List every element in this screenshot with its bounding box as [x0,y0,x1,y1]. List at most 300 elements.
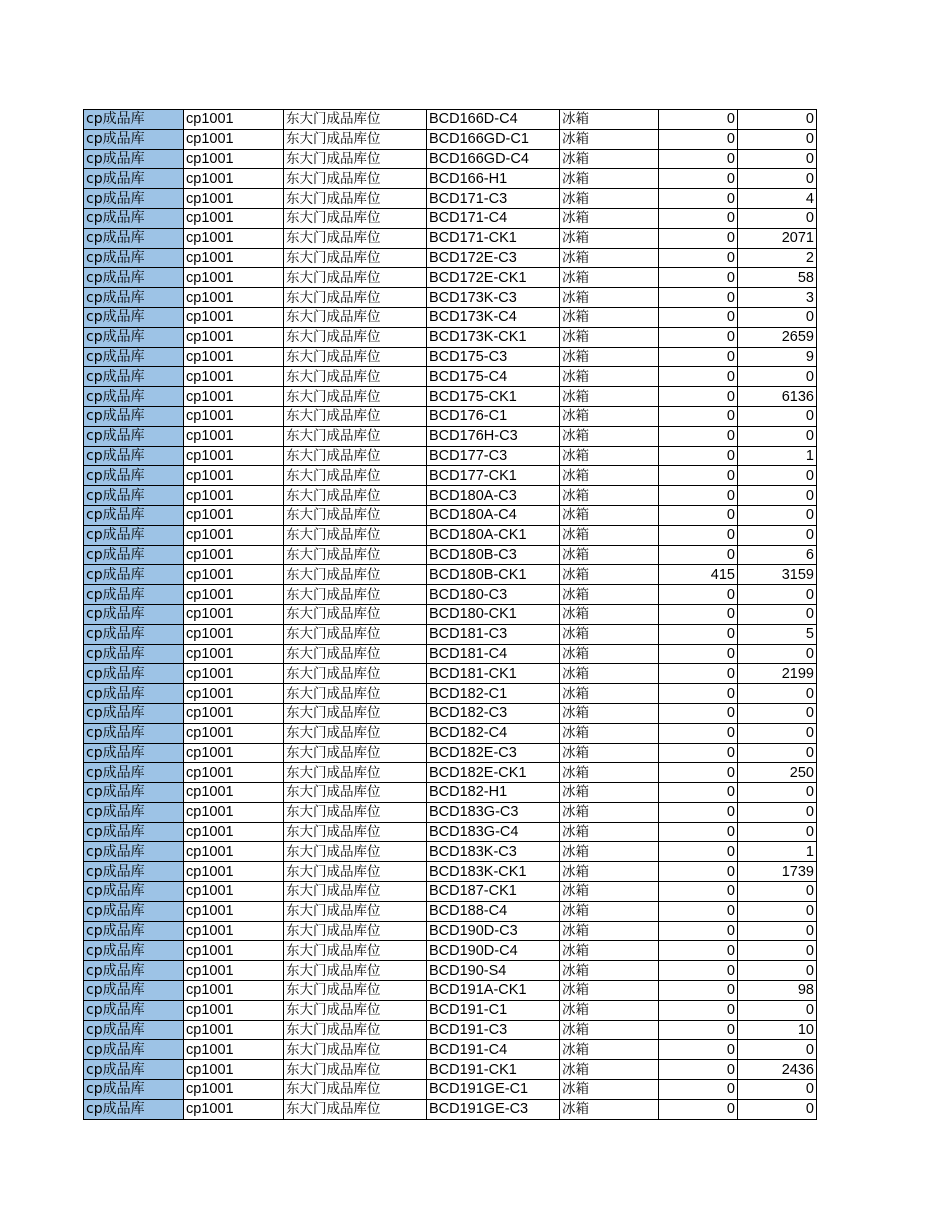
location-cell[interactable]: 东大门成品库位 [284,347,427,367]
warehouse-cell[interactable]: cp成品库 [84,1040,184,1060]
model-cell[interactable]: BCD191-CK1 [427,1060,560,1080]
model-cell[interactable]: BCD182-C1 [427,684,560,704]
code-cell[interactable]: cp1001 [184,208,284,228]
warehouse-cell[interactable]: cp成品库 [84,288,184,308]
warehouse-cell[interactable]: cp成品库 [84,1099,184,1119]
qty1-cell[interactable]: 0 [659,1080,738,1100]
qty1-cell[interactable]: 0 [659,941,738,961]
code-cell[interactable]: cp1001 [184,486,284,506]
warehouse-cell[interactable]: cp成品库 [84,684,184,704]
code-cell[interactable]: cp1001 [184,110,284,130]
model-cell[interactable]: BCD177-C3 [427,446,560,466]
qty2-cell[interactable]: 0 [738,426,817,446]
qty2-cell[interactable]: 0 [738,406,817,426]
qty1-cell[interactable]: 0 [659,763,738,783]
warehouse-cell[interactable]: cp成品库 [84,486,184,506]
model-cell[interactable]: BCD182E-CK1 [427,763,560,783]
warehouse-cell[interactable]: cp成品库 [84,387,184,407]
category-cell[interactable]: 冰箱 [560,129,659,149]
warehouse-cell[interactable]: cp成品库 [84,248,184,268]
qty1-cell[interactable]: 0 [659,585,738,605]
model-cell[interactable]: BCD182-C3 [427,703,560,723]
code-cell[interactable]: cp1001 [184,268,284,288]
model-cell[interactable]: BCD181-C3 [427,624,560,644]
qty1-cell[interactable]: 0 [659,486,738,506]
code-cell[interactable]: cp1001 [184,307,284,327]
warehouse-cell[interactable]: cp成品库 [84,545,184,565]
code-cell[interactable]: cp1001 [184,822,284,842]
qty1-cell[interactable]: 0 [659,862,738,882]
category-cell[interactable]: 冰箱 [560,347,659,367]
qty2-cell[interactable]: 0 [738,961,817,981]
qty1-cell[interactable]: 0 [659,525,738,545]
location-cell[interactable]: 东大门成品库位 [284,228,427,248]
model-cell[interactable]: BCD177-CK1 [427,466,560,486]
code-cell[interactable]: cp1001 [184,624,284,644]
category-cell[interactable]: 冰箱 [560,268,659,288]
category-cell[interactable]: 冰箱 [560,110,659,130]
category-cell[interactable]: 冰箱 [560,882,659,902]
code-cell[interactable]: cp1001 [184,842,284,862]
code-cell[interactable]: cp1001 [184,703,284,723]
code-cell[interactable]: cp1001 [184,921,284,941]
category-cell[interactable]: 冰箱 [560,802,659,822]
warehouse-cell[interactable]: cp成品库 [84,1020,184,1040]
location-cell[interactable]: 东大门成品库位 [284,842,427,862]
code-cell[interactable]: cp1001 [184,981,284,1001]
location-cell[interactable]: 东大门成品库位 [284,941,427,961]
code-cell[interactable]: cp1001 [184,1099,284,1119]
model-cell[interactable]: BCD191-C4 [427,1040,560,1060]
warehouse-cell[interactable]: cp成品库 [84,763,184,783]
qty1-cell[interactable]: 0 [659,1040,738,1060]
location-cell[interactable]: 东大门成品库位 [284,743,427,763]
warehouse-cell[interactable]: cp成品库 [84,664,184,684]
warehouse-cell[interactable]: cp成品库 [84,941,184,961]
category-cell[interactable]: 冰箱 [560,327,659,347]
qty1-cell[interactable]: 0 [659,307,738,327]
warehouse-cell[interactable]: cp成品库 [84,703,184,723]
warehouse-cell[interactable]: cp成品库 [84,585,184,605]
qty2-cell[interactable]: 1739 [738,862,817,882]
location-cell[interactable]: 东大门成品库位 [284,1080,427,1100]
location-cell[interactable]: 东大门成品库位 [284,129,427,149]
warehouse-cell[interactable]: cp成品库 [84,802,184,822]
category-cell[interactable]: 冰箱 [560,1020,659,1040]
qty1-cell[interactable]: 0 [659,426,738,446]
category-cell[interactable]: 冰箱 [560,565,659,585]
category-cell[interactable]: 冰箱 [560,288,659,308]
qty1-cell[interactable]: 0 [659,367,738,387]
category-cell[interactable]: 冰箱 [560,228,659,248]
qty1-cell[interactable]: 0 [659,961,738,981]
qty2-cell[interactable]: 9 [738,347,817,367]
warehouse-cell[interactable]: cp成品库 [84,169,184,189]
qty1-cell[interactable]: 0 [659,624,738,644]
code-cell[interactable]: cp1001 [184,288,284,308]
code-cell[interactable]: cp1001 [184,347,284,367]
warehouse-cell[interactable]: cp成品库 [84,842,184,862]
qty1-cell[interactable]: 0 [659,1000,738,1020]
warehouse-cell[interactable]: cp成品库 [84,862,184,882]
location-cell[interactable]: 东大门成品库位 [284,684,427,704]
code-cell[interactable]: cp1001 [184,169,284,189]
qty1-cell[interactable]: 0 [659,347,738,367]
model-cell[interactable]: BCD180A-C4 [427,505,560,525]
warehouse-cell[interactable]: cp成品库 [84,505,184,525]
category-cell[interactable]: 冰箱 [560,703,659,723]
category-cell[interactable]: 冰箱 [560,1060,659,1080]
model-cell[interactable]: BCD180A-C3 [427,486,560,506]
warehouse-cell[interactable]: cp成品库 [84,110,184,130]
model-cell[interactable]: BCD182E-C3 [427,743,560,763]
qty2-cell[interactable]: 0 [738,703,817,723]
qty1-cell[interactable]: 0 [659,545,738,565]
warehouse-cell[interactable]: cp成品库 [84,466,184,486]
model-cell[interactable]: BCD173K-CK1 [427,327,560,347]
qty2-cell[interactable]: 3 [738,288,817,308]
qty2-cell[interactable]: 0 [738,901,817,921]
qty2-cell[interactable]: 0 [738,802,817,822]
warehouse-cell[interactable]: cp成品库 [84,525,184,545]
qty1-cell[interactable]: 0 [659,1099,738,1119]
location-cell[interactable]: 东大门成品库位 [284,189,427,209]
warehouse-cell[interactable]: cp成品库 [84,624,184,644]
qty1-cell[interactable]: 0 [659,110,738,130]
code-cell[interactable]: cp1001 [184,149,284,169]
location-cell[interactable]: 东大门成品库位 [284,664,427,684]
qty2-cell[interactable]: 0 [738,525,817,545]
code-cell[interactable]: cp1001 [184,1080,284,1100]
qty1-cell[interactable]: 0 [659,268,738,288]
code-cell[interactable]: cp1001 [184,783,284,803]
qty1-cell[interactable]: 0 [659,921,738,941]
code-cell[interactable]: cp1001 [184,882,284,902]
qty2-cell[interactable]: 0 [738,208,817,228]
code-cell[interactable]: cp1001 [184,862,284,882]
location-cell[interactable]: 东大门成品库位 [284,921,427,941]
qty1-cell[interactable]: 0 [659,684,738,704]
warehouse-cell[interactable]: cp成品库 [84,307,184,327]
location-cell[interactable]: 东大门成品库位 [284,525,427,545]
qty2-cell[interactable]: 0 [738,585,817,605]
warehouse-cell[interactable]: cp成品库 [84,822,184,842]
location-cell[interactable]: 东大门成品库位 [284,763,427,783]
category-cell[interactable]: 冰箱 [560,505,659,525]
warehouse-cell[interactable]: cp成品库 [84,367,184,387]
category-cell[interactable]: 冰箱 [560,763,659,783]
model-cell[interactable]: BCD176H-C3 [427,426,560,446]
qty2-cell[interactable]: 0 [738,921,817,941]
location-cell[interactable]: 东大门成品库位 [284,466,427,486]
qty2-cell[interactable]: 0 [738,644,817,664]
location-cell[interactable]: 东大门成品库位 [284,604,427,624]
qty2-cell[interactable]: 0 [738,1000,817,1020]
qty1-cell[interactable]: 0 [659,743,738,763]
code-cell[interactable]: cp1001 [184,941,284,961]
qty2-cell[interactable]: 0 [738,466,817,486]
qty1-cell[interactable]: 0 [659,604,738,624]
qty2-cell[interactable]: 0 [738,149,817,169]
model-cell[interactable]: BCD176-C1 [427,406,560,426]
qty1-cell[interactable]: 0 [659,723,738,743]
qty2-cell[interactable]: 0 [738,169,817,189]
qty1-cell[interactable]: 0 [659,288,738,308]
model-cell[interactable]: BCD191GE-C1 [427,1080,560,1100]
code-cell[interactable]: cp1001 [184,585,284,605]
qty1-cell[interactable]: 0 [659,703,738,723]
code-cell[interactable]: cp1001 [184,644,284,664]
model-cell[interactable]: BCD180A-CK1 [427,525,560,545]
code-cell[interactable]: cp1001 [184,406,284,426]
category-cell[interactable]: 冰箱 [560,585,659,605]
qty1-cell[interactable]: 0 [659,1060,738,1080]
qty2-cell[interactable]: 0 [738,367,817,387]
qty1-cell[interactable]: 0 [659,228,738,248]
model-cell[interactable]: BCD175-C4 [427,367,560,387]
code-cell[interactable]: cp1001 [184,525,284,545]
model-cell[interactable]: BCD190D-C3 [427,921,560,941]
qty2-cell[interactable]: 0 [738,486,817,506]
code-cell[interactable]: cp1001 [184,248,284,268]
model-cell[interactable]: BCD172E-C3 [427,248,560,268]
location-cell[interactable]: 东大门成品库位 [284,505,427,525]
location-cell[interactable]: 东大门成品库位 [284,110,427,130]
category-cell[interactable]: 冰箱 [560,307,659,327]
code-cell[interactable]: cp1001 [184,664,284,684]
warehouse-cell[interactable]: cp成品库 [84,208,184,228]
qty2-cell[interactable]: 98 [738,981,817,1001]
qty2-cell[interactable]: 3159 [738,565,817,585]
qty2-cell[interactable]: 2199 [738,664,817,684]
model-cell[interactable]: BCD183K-CK1 [427,862,560,882]
code-cell[interactable]: cp1001 [184,565,284,585]
qty1-cell[interactable]: 0 [659,129,738,149]
qty1-cell[interactable]: 0 [659,882,738,902]
qty1-cell[interactable]: 0 [659,446,738,466]
warehouse-cell[interactable]: cp成品库 [84,743,184,763]
qty2-cell[interactable]: 0 [738,783,817,803]
qty1-cell[interactable]: 0 [659,149,738,169]
qty2-cell[interactable]: 5 [738,624,817,644]
category-cell[interactable]: 冰箱 [560,822,659,842]
location-cell[interactable]: 东大门成品库位 [284,327,427,347]
code-cell[interactable]: cp1001 [184,387,284,407]
category-cell[interactable]: 冰箱 [560,248,659,268]
location-cell[interactable]: 东大门成品库位 [284,208,427,228]
model-cell[interactable]: BCD166GD-C1 [427,129,560,149]
category-cell[interactable]: 冰箱 [560,446,659,466]
qty2-cell[interactable]: 0 [738,129,817,149]
model-cell[interactable]: BCD188-C4 [427,901,560,921]
location-cell[interactable]: 东大门成品库位 [284,426,427,446]
qty2-cell[interactable]: 6136 [738,387,817,407]
category-cell[interactable]: 冰箱 [560,387,659,407]
code-cell[interactable]: cp1001 [184,327,284,347]
qty2-cell[interactable]: 2659 [738,327,817,347]
model-cell[interactable]: BCD190-S4 [427,961,560,981]
location-cell[interactable]: 东大门成品库位 [284,862,427,882]
location-cell[interactable]: 东大门成品库位 [284,624,427,644]
model-cell[interactable]: BCD171-C3 [427,189,560,209]
category-cell[interactable]: 冰箱 [560,723,659,743]
code-cell[interactable]: cp1001 [184,961,284,981]
qty1-cell[interactable]: 0 [659,327,738,347]
qty2-cell[interactable]: 1 [738,842,817,862]
location-cell[interactable]: 东大门成品库位 [284,367,427,387]
category-cell[interactable]: 冰箱 [560,684,659,704]
qty2-cell[interactable]: 1 [738,446,817,466]
warehouse-cell[interactable]: cp成品库 [84,882,184,902]
location-cell[interactable]: 东大门成品库位 [284,387,427,407]
code-cell[interactable]: cp1001 [184,189,284,209]
qty1-cell[interactable]: 415 [659,565,738,585]
code-cell[interactable]: cp1001 [184,763,284,783]
category-cell[interactable]: 冰箱 [560,1040,659,1060]
model-cell[interactable]: BCD182-H1 [427,783,560,803]
location-cell[interactable]: 东大门成品库位 [284,1060,427,1080]
category-cell[interactable]: 冰箱 [560,1099,659,1119]
category-cell[interactable]: 冰箱 [560,545,659,565]
category-cell[interactable]: 冰箱 [560,1000,659,1020]
code-cell[interactable]: cp1001 [184,901,284,921]
category-cell[interactable]: 冰箱 [560,189,659,209]
location-cell[interactable]: 东大门成品库位 [284,1099,427,1119]
category-cell[interactable]: 冰箱 [560,208,659,228]
qty1-cell[interactable]: 0 [659,505,738,525]
qty2-cell[interactable]: 0 [738,1040,817,1060]
qty2-cell[interactable]: 0 [738,723,817,743]
warehouse-cell[interactable]: cp成品库 [84,1000,184,1020]
qty2-cell[interactable]: 0 [738,743,817,763]
qty1-cell[interactable]: 0 [659,644,738,664]
model-cell[interactable]: BCD175-C3 [427,347,560,367]
category-cell[interactable]: 冰箱 [560,466,659,486]
code-cell[interactable]: cp1001 [184,723,284,743]
warehouse-cell[interactable]: cp成品库 [84,268,184,288]
category-cell[interactable]: 冰箱 [560,149,659,169]
location-cell[interactable]: 东大门成品库位 [284,565,427,585]
category-cell[interactable]: 冰箱 [560,169,659,189]
qty1-cell[interactable]: 0 [659,208,738,228]
location-cell[interactable]: 东大门成品库位 [284,961,427,981]
location-cell[interactable]: 东大门成品库位 [284,1000,427,1020]
model-cell[interactable]: BCD187-CK1 [427,882,560,902]
code-cell[interactable]: cp1001 [184,743,284,763]
model-cell[interactable]: BCD183G-C3 [427,802,560,822]
location-cell[interactable]: 东大门成品库位 [284,723,427,743]
warehouse-cell[interactable]: cp成品库 [84,347,184,367]
model-cell[interactable]: BCD183K-C3 [427,842,560,862]
qty1-cell[interactable]: 0 [659,406,738,426]
location-cell[interactable]: 东大门成品库位 [284,248,427,268]
warehouse-cell[interactable]: cp成品库 [84,426,184,446]
category-cell[interactable]: 冰箱 [560,842,659,862]
location-cell[interactable]: 东大门成品库位 [284,149,427,169]
qty2-cell[interactable]: 0 [738,307,817,327]
code-cell[interactable]: cp1001 [184,604,284,624]
warehouse-cell[interactable]: cp成品库 [84,406,184,426]
qty1-cell[interactable]: 0 [659,981,738,1001]
category-cell[interactable]: 冰箱 [560,367,659,387]
warehouse-cell[interactable]: cp成品库 [84,783,184,803]
model-cell[interactable]: BCD180-C3 [427,585,560,605]
code-cell[interactable]: cp1001 [184,228,284,248]
location-cell[interactable]: 东大门成品库位 [284,703,427,723]
category-cell[interactable]: 冰箱 [560,644,659,664]
code-cell[interactable]: cp1001 [184,1060,284,1080]
location-cell[interactable]: 东大门成品库位 [284,169,427,189]
qty2-cell[interactable]: 6 [738,545,817,565]
model-cell[interactable]: BCD180-CK1 [427,604,560,624]
code-cell[interactable]: cp1001 [184,1000,284,1020]
qty1-cell[interactable]: 0 [659,466,738,486]
qty2-cell[interactable]: 0 [738,684,817,704]
model-cell[interactable]: BCD173K-C3 [427,288,560,308]
qty2-cell[interactable]: 250 [738,763,817,783]
qty2-cell[interactable]: 2 [738,248,817,268]
code-cell[interactable]: cp1001 [184,466,284,486]
category-cell[interactable]: 冰箱 [560,981,659,1001]
qty2-cell[interactable]: 4 [738,189,817,209]
code-cell[interactable]: cp1001 [184,367,284,387]
category-cell[interactable]: 冰箱 [560,664,659,684]
model-cell[interactable]: BCD175-CK1 [427,387,560,407]
warehouse-cell[interactable]: cp成品库 [84,149,184,169]
warehouse-cell[interactable]: cp成品库 [84,1060,184,1080]
model-cell[interactable]: BCD166GD-C4 [427,149,560,169]
qty2-cell[interactable]: 58 [738,268,817,288]
qty2-cell[interactable]: 0 [738,110,817,130]
code-cell[interactable]: cp1001 [184,129,284,149]
model-cell[interactable]: BCD191-C3 [427,1020,560,1040]
location-cell[interactable]: 东大门成品库位 [284,882,427,902]
model-cell[interactable]: BCD191-C1 [427,1000,560,1020]
warehouse-cell[interactable]: cp成品库 [84,189,184,209]
warehouse-cell[interactable]: cp成品库 [84,446,184,466]
code-cell[interactable]: cp1001 [184,802,284,822]
model-cell[interactable]: BCD191GE-C3 [427,1099,560,1119]
location-cell[interactable]: 东大门成品库位 [284,822,427,842]
category-cell[interactable]: 冰箱 [560,743,659,763]
category-cell[interactable]: 冰箱 [560,921,659,941]
qty2-cell[interactable]: 2436 [738,1060,817,1080]
category-cell[interactable]: 冰箱 [560,1080,659,1100]
warehouse-cell[interactable]: cp成品库 [84,901,184,921]
model-cell[interactable]: BCD171-C4 [427,208,560,228]
warehouse-cell[interactable]: cp成品库 [84,723,184,743]
location-cell[interactable]: 东大门成品库位 [284,1020,427,1040]
location-cell[interactable]: 东大门成品库位 [284,585,427,605]
category-cell[interactable]: 冰箱 [560,406,659,426]
model-cell[interactable]: BCD191A-CK1 [427,981,560,1001]
location-cell[interactable]: 东大门成品库位 [284,406,427,426]
qty1-cell[interactable]: 0 [659,822,738,842]
code-cell[interactable]: cp1001 [184,545,284,565]
warehouse-cell[interactable]: cp成品库 [84,921,184,941]
location-cell[interactable]: 东大门成品库位 [284,901,427,921]
model-cell[interactable]: BCD171-CK1 [427,228,560,248]
qty1-cell[interactable]: 0 [659,783,738,803]
location-cell[interactable]: 东大门成品库位 [284,446,427,466]
qty1-cell[interactable]: 0 [659,169,738,189]
location-cell[interactable]: 东大门成品库位 [284,307,427,327]
category-cell[interactable]: 冰箱 [560,901,659,921]
category-cell[interactable]: 冰箱 [560,486,659,506]
category-cell[interactable]: 冰箱 [560,961,659,981]
category-cell[interactable]: 冰箱 [560,604,659,624]
qty2-cell[interactable]: 0 [738,1099,817,1119]
